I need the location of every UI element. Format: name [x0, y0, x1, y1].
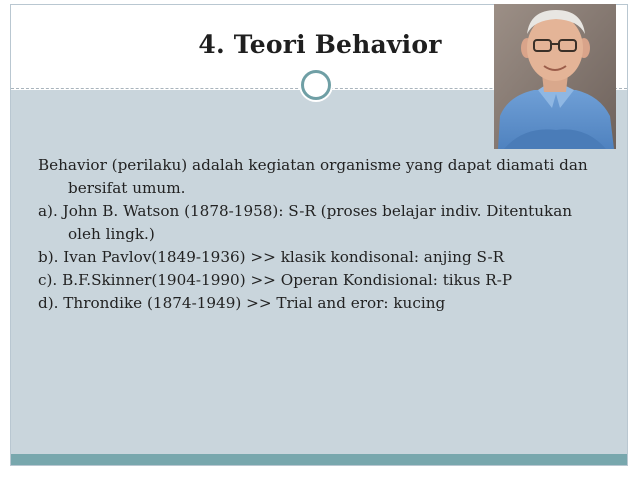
slide-title: 4. Teori Behavior [198, 30, 442, 59]
paragraph-intro: Behavior (perilaku) adalah kegiatan organisme yang dapat diamati dan bersifat umum. [38, 156, 588, 197]
paragraph-thorndike: d). Throndike (1874-1949) >> Trial and eror: kucing [38, 294, 446, 312]
paragraph-watson: a). John B. Watson (1878-1958): S-R (proses belajar indiv. Ditentukan oleh lingk.) [38, 202, 573, 243]
portrait-photo [494, 4, 616, 149]
paragraph-skinner: c). B.F.Skinner(1904-1990) >> Operan Kondisional: tikus R-P [38, 271, 513, 289]
paragraph-pavlov: b). Ivan Pavlov(1849-1936) >> klasik kondisonal: anjing S-R [38, 248, 505, 266]
circle-ring-icon [301, 70, 331, 100]
slide-body [38, 154, 598, 315]
footer-accent-bar [11, 454, 627, 465]
